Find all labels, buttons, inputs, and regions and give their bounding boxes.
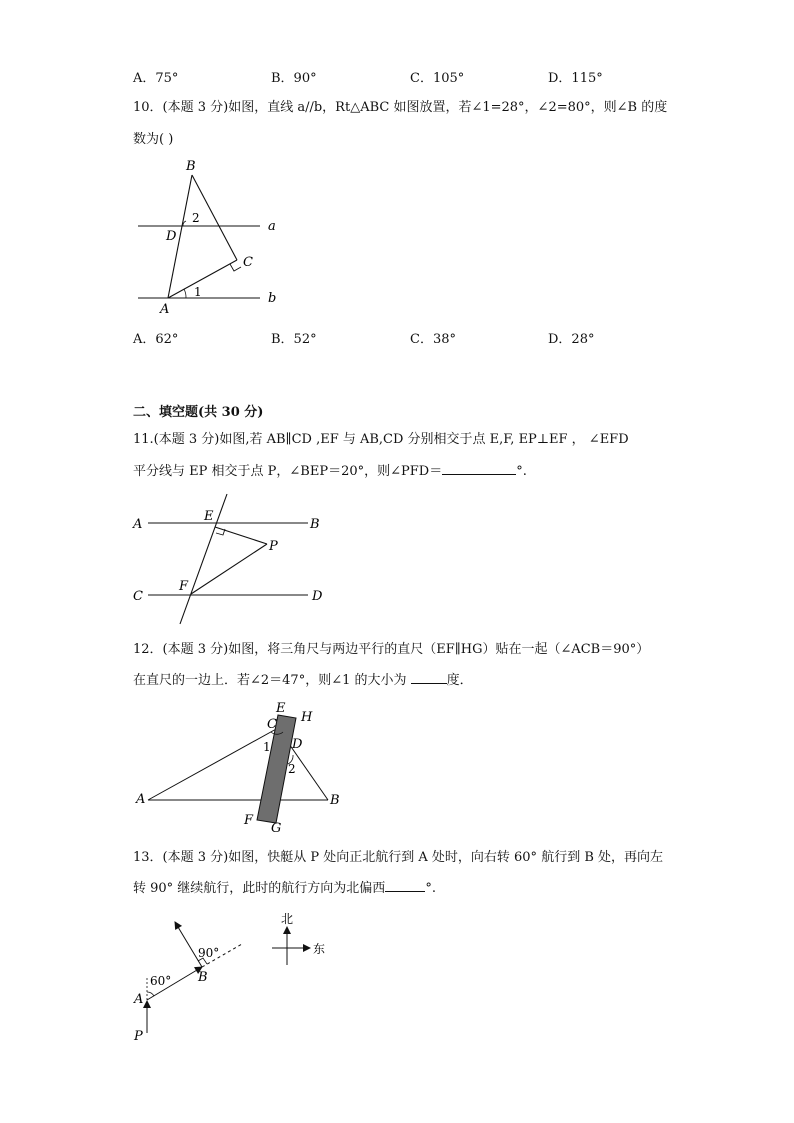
q11-answer-blank[interactable] xyxy=(442,462,516,475)
q10-stem-line2: 数为( ) xyxy=(133,132,174,147)
q10-option-a[interactable]: A．62° xyxy=(133,332,179,347)
q9-option-a[interactable]: A．75° xyxy=(133,71,179,86)
q13-label-a: A xyxy=(134,992,144,1007)
q10-label-c: C xyxy=(243,255,253,270)
q12-answer-blank[interactable] xyxy=(411,671,447,684)
section-title-fill-in: 二、填空题(共 30 分) xyxy=(133,405,264,420)
q11-label-p: P xyxy=(269,539,278,554)
q9-option-b[interactable]: B．90° xyxy=(271,71,317,86)
q10-figure xyxy=(130,155,290,320)
q10-stem-line1: 10．(本题 3 分)如图，直线 a//b，Rt△ABC 如图放置，若∠1=28°，∠2=80°，则∠B 的度 xyxy=(133,100,668,115)
q13-stem-text: 转 90° 继续航行，此时的航行方向为北偏西 xyxy=(133,881,386,896)
q13-angle-60: 60° xyxy=(150,974,172,988)
q13-label-p: P xyxy=(134,1029,143,1044)
q12-angle-2: 2 xyxy=(288,762,296,776)
q12-figure xyxy=(130,700,350,840)
q12-label-h: H xyxy=(301,710,313,725)
q13-figure xyxy=(130,905,350,1045)
q9-option-c[interactable]: C．105° xyxy=(410,71,465,86)
q10-option-c[interactable]: C．38° xyxy=(410,332,456,347)
q10-label-line-a: a xyxy=(268,219,276,234)
compass-north-label: 北 xyxy=(281,912,294,926)
q11-stem-line2 xyxy=(133,462,527,482)
q11-label-a: A xyxy=(133,517,143,532)
q10-angle-2: 2 xyxy=(192,211,200,225)
compass-east-label: 东 xyxy=(313,942,326,956)
q10-label-d: D xyxy=(166,229,177,244)
q12-stem-tail: 度． xyxy=(446,673,473,688)
q13-angle-90: 90° xyxy=(198,946,220,960)
q12-label-g: G xyxy=(271,821,282,836)
q11-label-c: C xyxy=(133,589,143,604)
q10-label-a: A xyxy=(160,302,170,317)
q11-stem-tail: °. xyxy=(516,464,527,479)
q12-angle-1: 1 xyxy=(263,740,271,754)
q13-stem-tail: °. xyxy=(425,881,436,896)
q10-option-d[interactable]: D．28° xyxy=(548,332,595,347)
q12-label-e: E xyxy=(276,701,286,716)
q12-label-d: D xyxy=(292,737,303,752)
q12-stem-line2 xyxy=(133,671,473,691)
q10-label-b: B xyxy=(186,159,196,174)
q12-label-c: C xyxy=(267,717,277,732)
q13-stem-line1: 13．(本题 3 分)如图，快艇从 P 处向正北航行到 A 处时，向右转 60° 航行到 B 处，再向左 xyxy=(133,850,664,865)
q12-label-b: B xyxy=(330,793,340,808)
q11-label-f: F xyxy=(179,579,189,594)
q10-option-b[interactable]: B．52° xyxy=(271,332,317,347)
q11-label-d: D xyxy=(312,589,323,604)
q13-label-b: B xyxy=(198,970,208,985)
q11-label-e: E xyxy=(204,509,214,524)
q13-answer-blank[interactable] xyxy=(385,879,425,892)
q12-stem-text: 在直尺的一边上．若∠2＝47°，则∠1 的大小为 xyxy=(133,673,411,688)
q9-option-d[interactable]: D．115° xyxy=(548,71,603,86)
q11-figure xyxy=(130,490,330,630)
q10-label-line-b: b xyxy=(268,291,277,306)
q12-stem-line1: 12．(本题 3 分)如图，将三角尺与两边平行的直尺（EF∥HG）贴在一起（∠ACB＝90°） xyxy=(133,642,650,657)
q11-stem-line1: 11.(本题 3 分)如图,若 AB∥CD ,EF 与 AB,CD 分别相交于点 E,F, EP⊥EF ， ∠EFD xyxy=(133,432,629,447)
q11-label-b: B xyxy=(310,517,320,532)
q12-label-f: F xyxy=(244,813,254,828)
q11-stem-text: 平分线与 EP 相交于点 P，∠BEP＝20°，则∠PFD＝ xyxy=(133,464,443,479)
q12-label-a: A xyxy=(136,792,146,807)
q13-stem-line2 xyxy=(133,879,436,899)
q10-angle-1: 1 xyxy=(194,285,202,299)
